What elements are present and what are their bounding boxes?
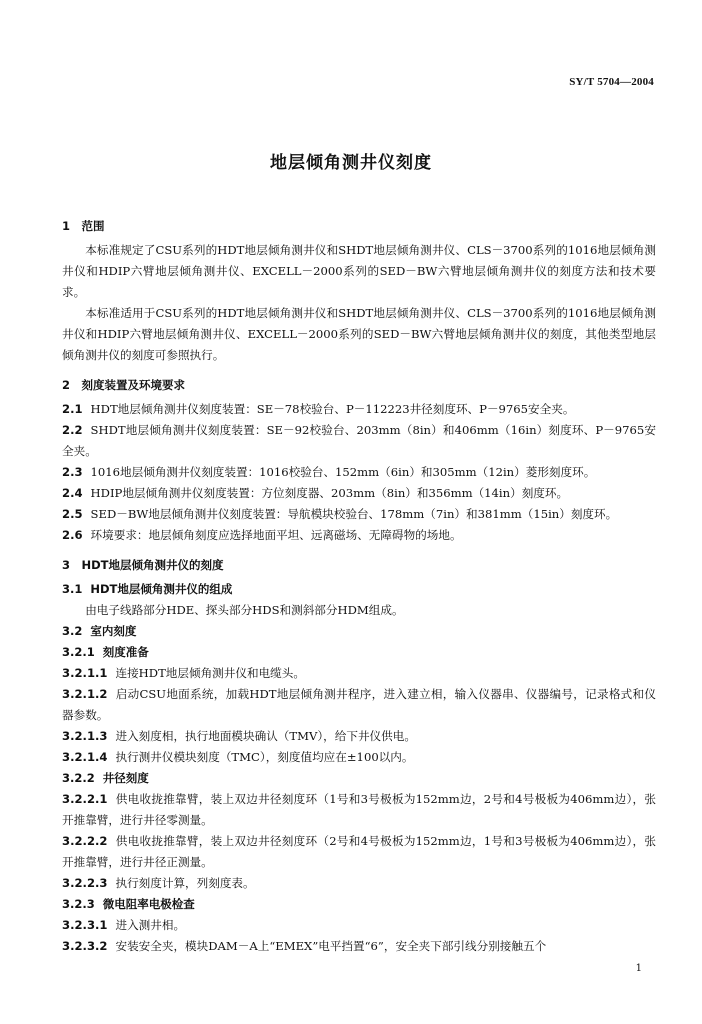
clause-text: HDT地层倾角测井仪的组成: [90, 582, 233, 596]
clause-text: 室内刻度: [90, 624, 137, 638]
clause-number: 3.2.1.4: [62, 750, 108, 764]
clause-text: 井径刻度: [102, 771, 149, 785]
clause-text: HDT地层倾角测井仪刻度装置：SE－78校验台、P－112223井径刻度环、P－9765安全夹。: [90, 402, 575, 416]
page-number: 1: [635, 963, 642, 974]
section-heading: 2 刻度装置及环境要求: [62, 378, 186, 392]
clause-number: 3.2.3: [62, 897, 95, 911]
clause: [62, 684, 656, 726]
clause-number: 3.2.3.1: [62, 918, 108, 932]
clause: [62, 789, 656, 831]
clause-number: 2.6: [62, 528, 83, 542]
clause-number: 3.2.1: [62, 645, 95, 659]
section-heading: 3 HDT地层倾角测井仪的刻度: [62, 558, 224, 572]
clause: [62, 525, 656, 546]
clause-number: 3.2.2: [62, 771, 95, 785]
clause: [62, 936, 656, 957]
clause-text: 执行测井仪模块刻度（TMC），刻度值均应在±100以内。: [115, 750, 414, 764]
clause: [62, 399, 656, 420]
clause: [62, 831, 656, 873]
clause-heading: [62, 621, 656, 642]
clause-text: 启动CSU地面系统，加载HDT地层倾角测井程序，进入建立相，输入仪器串、仪器编号，记录格式和仪器参数。: [62, 687, 656, 722]
clause-number: 3.2.3.2: [62, 939, 108, 953]
clause-number: 2.1: [62, 402, 83, 416]
paragraph: 本标准适用于CSU系列的HDT地层倾角测井仪和SHDT地层倾角测井仪、CLS－3700系列的1016地层倾角测井仪和HDIP六臂地层倾角测井仪、EXCELL－2000系列的SED－BW六臂地层倾角测井仪的刻度，其他类型地层倾角测井仪的刻度可参照执行。: [62, 306, 656, 362]
clause-number: 3.2.2.1: [62, 792, 108, 806]
clause-number: 3.1: [62, 582, 83, 596]
clause-number: 3.2: [62, 624, 83, 638]
paragraph: 本标准规定了CSU系列的HDT地层倾角测井仪和SHDT地层倾角测井仪、CLS－3700系列的1016地层倾角测井仪和HDIP六臂地层倾角测井仪、EXCELL－2000系列的SED－BW六臂地层倾角测井仪的刻度方法和技术要求。: [62, 243, 656, 299]
clause-text: 1016地层倾角测井仪刻度装置：1016校验台、152mm（6in）和305mm（12in）菱形刻度环。: [90, 465, 596, 479]
clause-number: 2.2: [62, 423, 83, 437]
clause-text: 进入测井相。: [115, 918, 186, 932]
clause-number: 2.4: [62, 486, 83, 500]
clause: [62, 915, 656, 936]
clause: [62, 504, 656, 525]
clause-number: 3.2.1.1: [62, 666, 108, 680]
clause-heading: [62, 768, 656, 789]
clause-text: 进入刻度相，执行地面模块确认（TMV），给下井仪供电。: [115, 729, 416, 743]
clause-text: 由电子线路部分HDE、探头部分HDS和测斜部分HDM组成。: [85, 603, 404, 617]
clause-heading: [62, 579, 656, 600]
standard-code: SY/T 5704—2004: [569, 76, 654, 88]
page-title: 地层倾角测井仪刻度: [270, 153, 432, 173]
clause-heading: [62, 894, 656, 915]
clause-number: 2.5: [62, 507, 83, 521]
clause-text: SHDT地层倾角测井仪刻度装置：SE－92校验台、203mm（8in）和406mm（16in）刻度环、P－9765安全夹。: [62, 423, 656, 458]
clause-text: HDIP地层倾角测井仪刻度装置：方位刻度器、203mm（8in）和356mm（14in）刻度环。: [90, 486, 569, 500]
clause-number: 3.2.2.3: [62, 876, 108, 890]
clause-text: 供电收拢推靠臂，装上双边井径刻度环（1号和3号极板为152mm边，2号和4号极板为406mm边），张开推靠臂，进行井径零测量。: [62, 792, 656, 827]
clause-text: 微电阻率电极检查: [102, 897, 195, 911]
clause-text: 执行刻度计算，列刻度表。: [115, 876, 255, 890]
clause-number: 3.2.2.2: [62, 834, 108, 848]
clause-heading: [62, 642, 656, 663]
clause-text: 环境要求：地层倾角刻度应选择地面平坦、远离磁场、无障碍物的场地。: [90, 528, 462, 542]
clause: [62, 420, 656, 462]
clause-number: 3.2.1.3: [62, 729, 108, 743]
clause: [62, 462, 656, 483]
document-body: [62, 216, 656, 957]
clause: [62, 726, 656, 747]
clause: [62, 873, 656, 894]
clause: [62, 483, 656, 504]
clause-text: 供电收拢推靠臂，装上双边井径刻度环（2号和4号极板为152mm边，1号和3号极板为406mm边），张开推靠臂，进行井径正测量。: [62, 834, 656, 869]
clause-text: 刻度准备: [102, 645, 149, 659]
clause-text: SED－BW地层倾角测井仪刻度装置：导航模块校验台、178mm（7in）和381mm（15in）刻度环。: [90, 507, 618, 521]
clause-text: 连接HDT地层倾角测井仪和电缆头。: [115, 666, 305, 680]
clause-number: 3.2.1.2: [62, 687, 108, 701]
clause: [62, 747, 656, 768]
clause-number: 2.3: [62, 465, 83, 479]
clause: [62, 600, 656, 621]
clause-text: 安装安全夹，模块DAM－A上“EMEX”电平挡置“6”，安全夹下部引线分别接触五个: [115, 939, 547, 953]
clause: [62, 663, 656, 684]
section-heading: 1 范围: [62, 219, 105, 233]
